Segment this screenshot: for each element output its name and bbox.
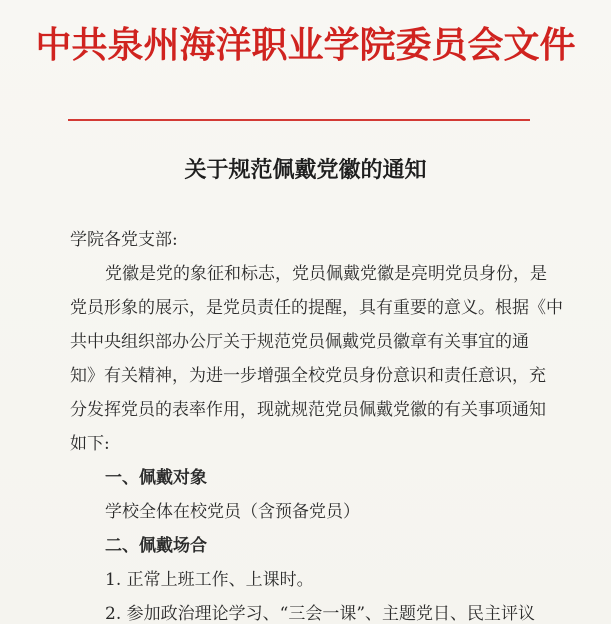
notice-body bbox=[70, 257, 563, 624]
body-line: 分发挥党员的表率作用，现就规范党员佩戴党徽的有关事项通知 bbox=[70, 400, 546, 420]
body-line: 党徽是党的象征和标志，党员佩戴党徽是亮明党员身份，是 bbox=[105, 264, 547, 284]
list-item: 1. 正常上班工作、上课时。 bbox=[105, 570, 314, 590]
document-header-title: 中共泉州海洋职业学院委员会文件 bbox=[35, 25, 576, 66]
red-divider-line bbox=[68, 119, 530, 121]
notice-title: 关于规范佩戴党徽的通知 bbox=[184, 157, 427, 183]
body-line: 共中央组织部办公厅关于规范党员佩戴党员徽章有关事宜的通 bbox=[70, 332, 529, 352]
section-heading-target: 一、佩戴对象 bbox=[105, 468, 207, 488]
body-line: 知》有关精神，为进一步增强全校党员身份意识和责任意识，充 bbox=[70, 366, 546, 386]
body-line: 学校全体在校党员（含预备党员） bbox=[105, 502, 360, 522]
body-line: 党员形象的展示，是党员责任的提醒，具有重要的意义。根据《中 bbox=[70, 298, 563, 318]
body-line: 如下: bbox=[70, 434, 110, 454]
section-heading-occasion: 二、佩戴场合 bbox=[105, 536, 207, 556]
salutation: 学院各党支部: bbox=[70, 230, 178, 250]
list-item: 2. 参加政治理论学习、“三会一课”、主题党日、民主评议 bbox=[105, 604, 536, 624]
